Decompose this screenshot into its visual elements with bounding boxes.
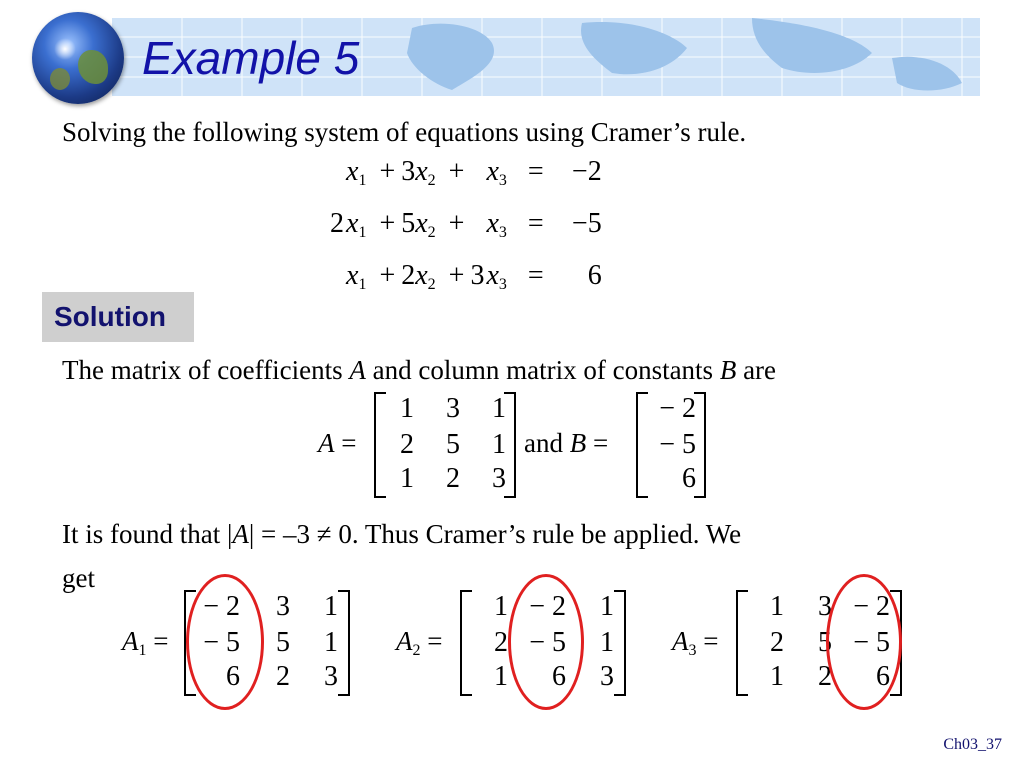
matrix-cell: 6	[876, 661, 890, 692]
equation-2: $2x_1 + 5x_2 + x_3 = -5$	[330, 208, 602, 241]
matrix-cell: − 5	[659, 429, 696, 460]
highlight-oval-col3	[826, 574, 902, 710]
matrix-cell: − 5	[203, 627, 240, 658]
matrix-cell: 3	[324, 661, 338, 692]
matrix-cell: 1	[400, 463, 414, 494]
matrix-cell: 1	[600, 627, 614, 658]
matrix-cell: 5	[818, 627, 832, 658]
matrix-cell: 2	[276, 661, 290, 692]
matrix-cell: 3	[600, 661, 614, 692]
matrix-cell: 6	[226, 661, 240, 692]
matrix-cell: 1	[770, 661, 784, 692]
matrix-cell: 1	[494, 661, 508, 692]
matrix-cell: 3	[446, 393, 460, 424]
matrix-cell: 1	[400, 393, 414, 424]
matrix-cell: 3	[492, 463, 506, 494]
matrix-cell: 3	[276, 591, 290, 622]
solution-label: Solution	[42, 292, 194, 342]
and-text: and B =	[524, 428, 609, 458]
equation-3: $x_1 + 2x_2 + 3x_3 = 6$	[346, 260, 602, 293]
matrix-a2-label: $A_2$ =	[396, 626, 443, 659]
matrix-cell: − 2	[659, 393, 696, 424]
determinant-sentence: It is found that |A| = –3 ≠ 0. Thus Cramer’s rule be applied. We	[62, 519, 742, 549]
matrix-cell: 2	[770, 627, 784, 658]
matrix-cell: 5	[276, 627, 290, 658]
matrix-cell: − 5	[853, 627, 890, 658]
matrix-cell: 1	[492, 393, 506, 424]
matrix-a3-label: $A_3$ =	[672, 626, 719, 659]
matrix-cell: 1	[492, 429, 506, 460]
matrix-cell: 1	[324, 591, 338, 622]
matrix-a1-label: $A_1$ =	[122, 626, 169, 659]
coefficients-sentence: The matrix of coefficients A and column matrix of constants B are	[62, 355, 777, 385]
matrix-cell: 3	[818, 591, 832, 622]
matrix-cell: 6	[552, 661, 566, 692]
determinant-sentence-line2: get	[62, 563, 95, 593]
matrix-cell: 1	[600, 591, 614, 622]
matrix-cell: − 2	[203, 591, 240, 622]
matrix-cell: 5	[446, 429, 460, 460]
globe-logo	[32, 12, 124, 104]
matrix-b	[636, 392, 706, 498]
slide-number: Ch03_37	[943, 736, 1002, 753]
matrix-cell: 1	[770, 591, 784, 622]
highlight-oval-col2	[508, 574, 584, 710]
page-title: Example 5	[142, 32, 360, 84]
equation-1: $x_1 + 3x_2 + x_3 = -2$	[346, 156, 602, 189]
matrix-cell: 6	[682, 463, 696, 494]
matrix-cell: 2	[818, 661, 832, 692]
highlight-oval-col1	[186, 574, 264, 710]
matrix-cell: − 2	[853, 591, 890, 622]
matrix-cell: 1	[494, 591, 508, 622]
matrix-cell: − 5	[529, 627, 566, 658]
matrix-a-label: A =	[318, 428, 357, 458]
matrix-cell: 2	[494, 627, 508, 658]
matrix-a	[374, 392, 516, 498]
matrix-cell: 1	[324, 627, 338, 658]
matrix-cell: − 2	[529, 591, 566, 622]
matrix-cell: 2	[446, 463, 460, 494]
matrix-cell: 2	[400, 429, 414, 460]
intro-text: Solving the following system of equations using Cramer’s rule.	[62, 117, 747, 147]
